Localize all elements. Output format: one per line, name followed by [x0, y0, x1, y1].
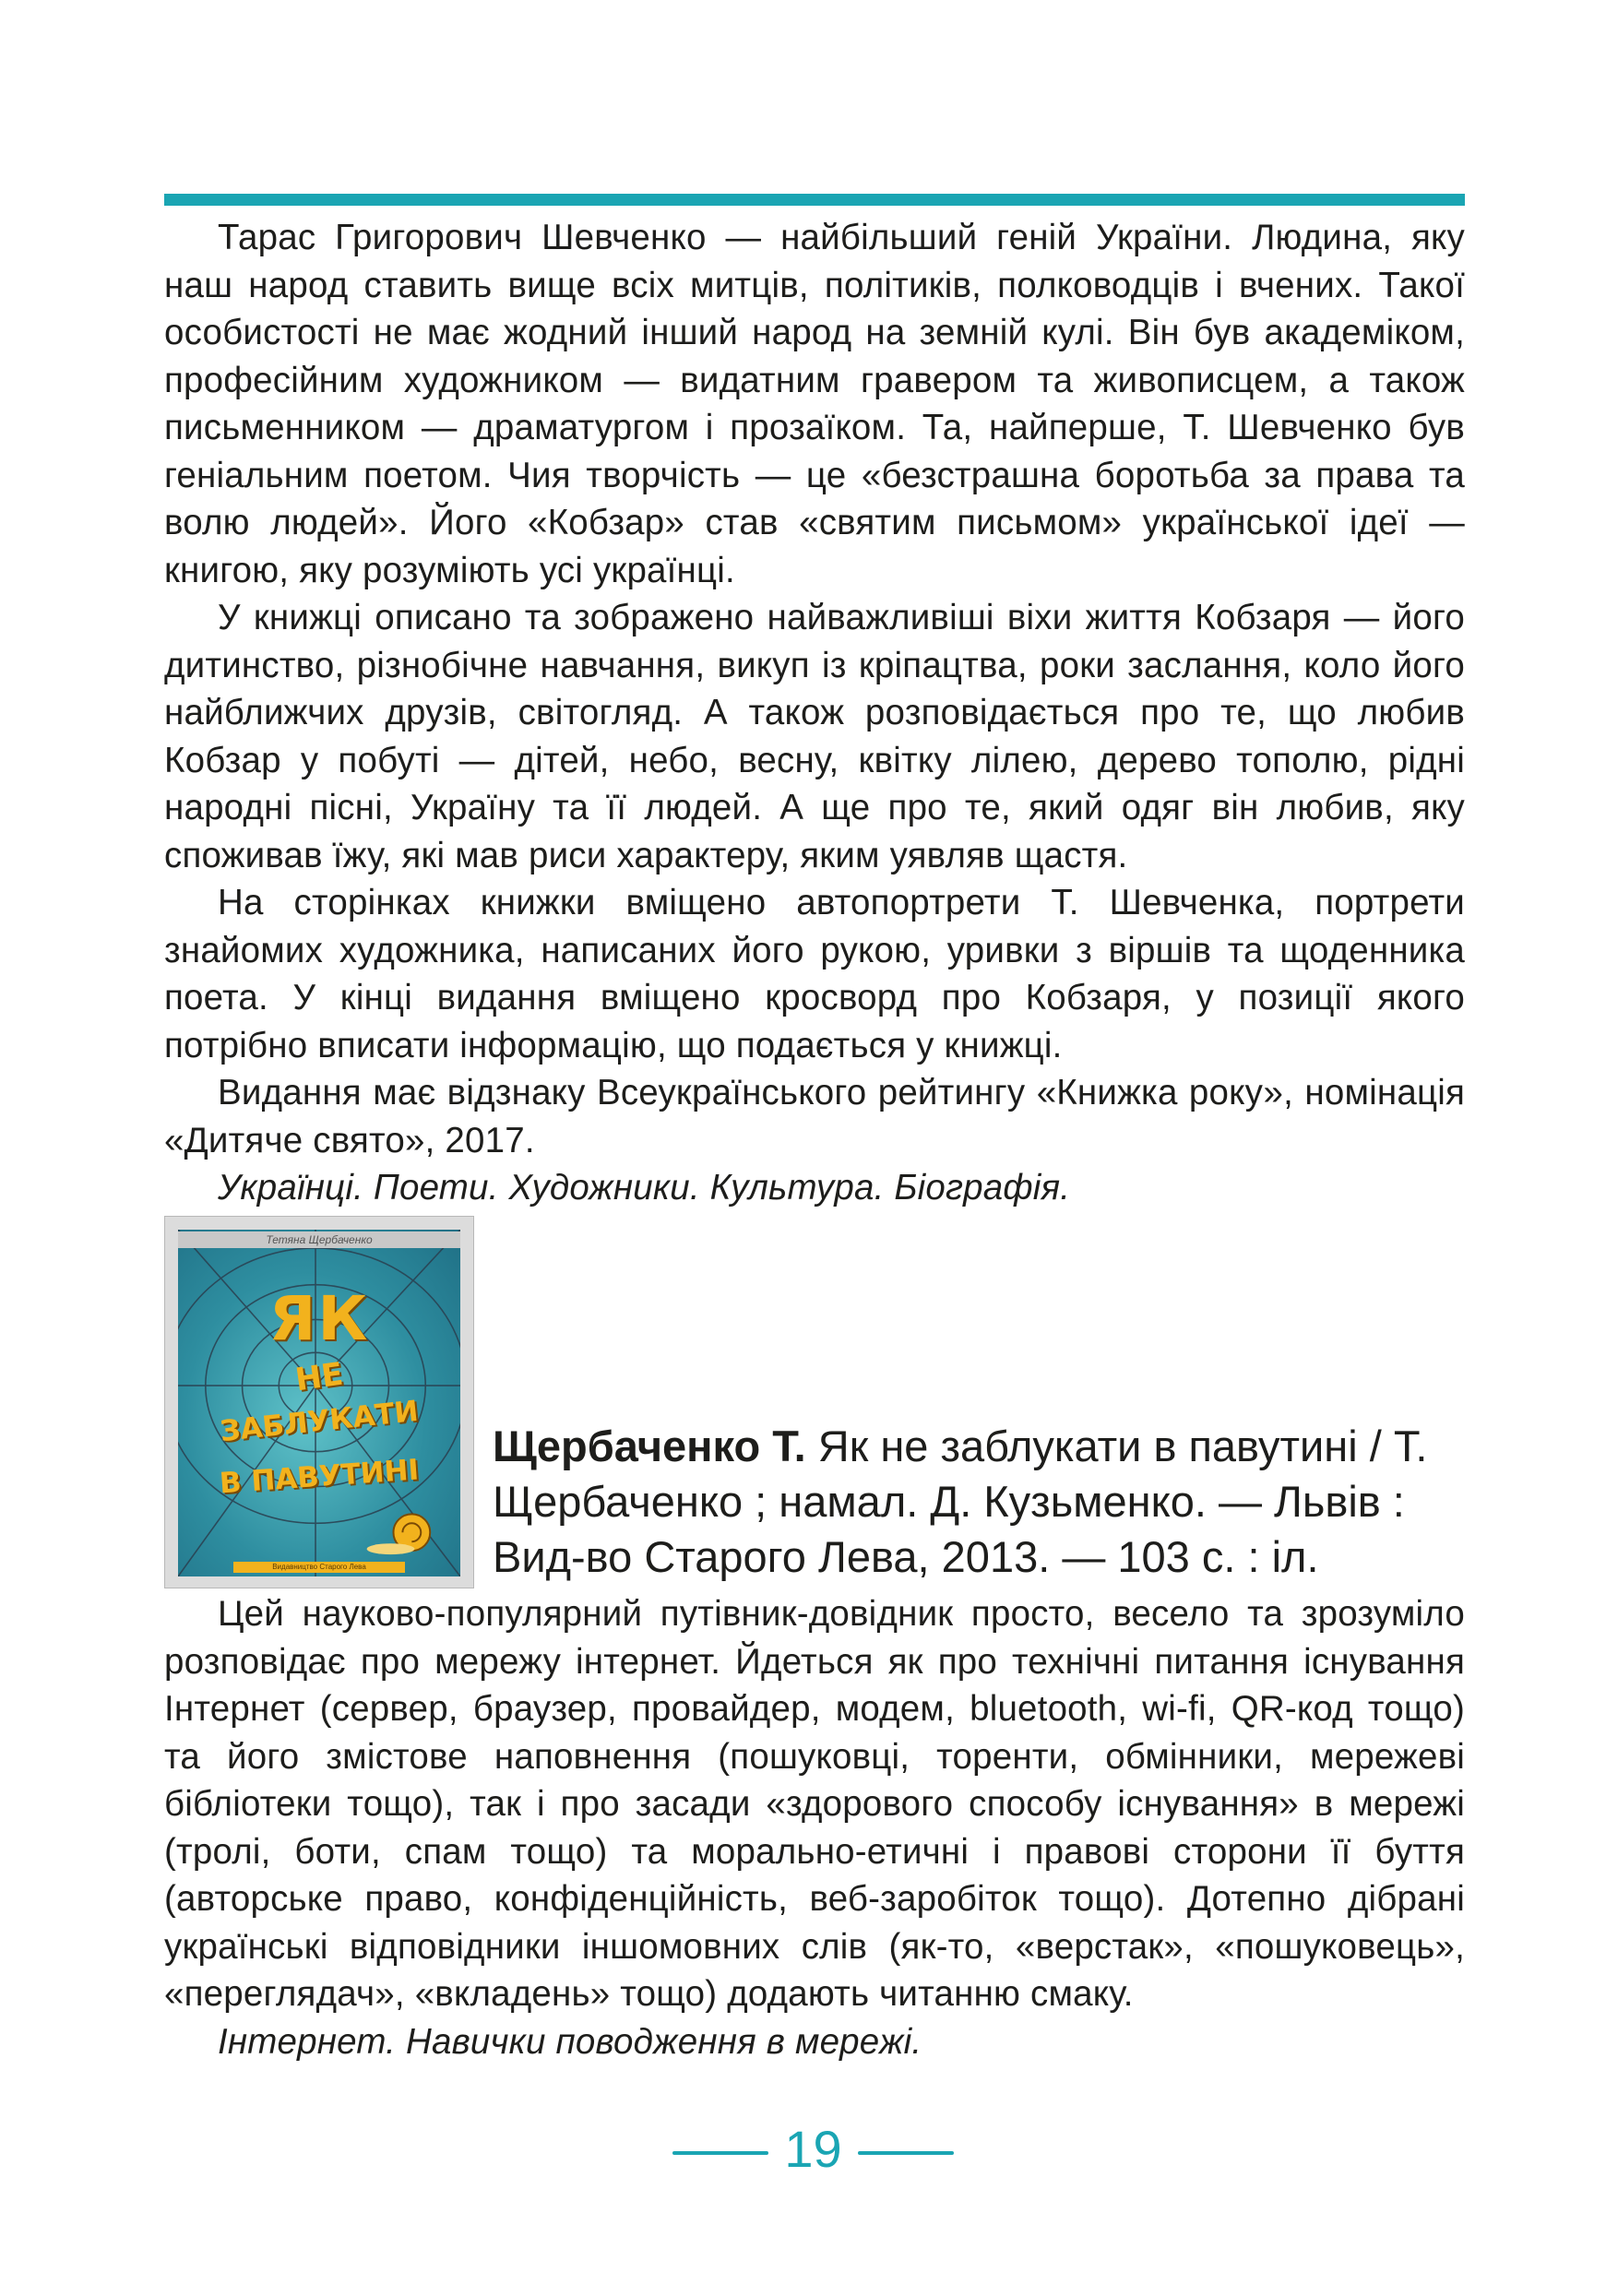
- footer-dash-right: [858, 2151, 954, 2155]
- paragraph: Видання має відзнаку Всеукраїнського рейтингу «Книжка року», номінація «Дитяче свято», 2017.: [164, 1073, 1465, 1160]
- subject-tags: Інтернет. Навички поводження в мережі.: [218, 2021, 922, 2062]
- page-footer: [0, 2122, 1618, 2177]
- cover-artwork: [178, 1230, 460, 1576]
- citation-author: Щербаченко Т.: [493, 1422, 806, 1470]
- cover-title-line: ЯК: [268, 1283, 370, 1354]
- cover-title-line: В ПАВУТИНІ: [218, 1453, 421, 1501]
- paragraph: Тарас Григорович Шевченко — найбільший геній України. Людина, яку наш народ ставить вище всіх митців, політиків, полководців і вчених. Такої особистості не має жодний інший народ на земній кулі. Він був академіком, професійним художником — видатним гравером та живописцем, а також письменником — драматургом і прозаїком. Та, найперше, Т. Шевченко був геніальним поетом. Чия творчість — це «безстрашна боротьба за права та волю людей». Його «Кобзар» став «святим письмом» української ідеї — книгою, яку розуміють усі українці.: [164, 218, 1465, 590]
- cover-title-line: ЗАБЛУКАТИ: [218, 1394, 421, 1449]
- paragraph: Цей науково-популярний путівник-довідник просто, весело та зрозуміло розповідає про мережу інтернет. Йдеться як про технічні питання існування Інтернет (сервер, браузер, провайдер, модем, bluetooth, wi-fi, QR-код тощо) та його змістове наповнення (пошуковці, торенти, обмінники, мережеві бібліотеки тощо), так і про засади «здорового способу існування» в мережі (тролі, боти, спам тощо) та морально-етичні і правові сторони її буття (авторське право, конфіденційність, веб-заробіток тощо). Дотепно дібрані українські відповідники іншомовних слів (як-то, «верстак», «пошуковець», «переглядач», «вкладень» тощо) додають читанню смаку.: [164, 1594, 1465, 2014]
- citation-details: Як не заблукати в павутині / Т. Щербаченко ; намал. Д. Кузьменко. — Львів : Вид-во Старого Лева, 2013. — 103 с. : іл.: [493, 1422, 1428, 1581]
- review-internet-book: [164, 1590, 1465, 2065]
- paragraph: У книжці описано та зображено найважливіші віхи життя Кобзаря — його дитинство, різнобічне навчання, викуп із кріпацтва, роки заслання, коло його найближчих друзів, світогляд. А також розповідається про те, що любив Кобзар у побуті — дітей, небо, весну, квітку лілею, дерево тополю, рідні народні пісні, Україну та її людей. А ще про те, який одяг він любив, яку споживав їжу, які мав риси характеру, яким уявляв щастя.: [164, 598, 1465, 875]
- review-shevchenko: [164, 214, 1465, 1212]
- footer-dash-left: [672, 2151, 768, 2155]
- cover-title-line: НЕ: [292, 1355, 346, 1399]
- bibliographic-citation: [493, 1419, 1470, 1585]
- cover-publisher: Видавництво Старого Лева: [233, 1562, 405, 1573]
- paragraph: На сторінках книжки вміщено автопортрети Т. Шевченка, портрети знайомих художника, написаних його рукою, уривки з віршів та щоденника поета. У кінці видання вміщено кросворд про Кобзаря, у позиції якого потрібно вписати інформацію, що подається у книжці.: [164, 883, 1465, 1065]
- snail-icon: [367, 1514, 431, 1554]
- subject-tags: Українці. Поети. Художники. Культура. Біографія.: [218, 1168, 1071, 1207]
- book-cover-image: [164, 1216, 474, 1588]
- top-accent-rule: [164, 194, 1465, 206]
- cover-author: Тетяна Щербаченко: [178, 1231, 460, 1248]
- page-number: 19: [784, 2120, 842, 2178]
